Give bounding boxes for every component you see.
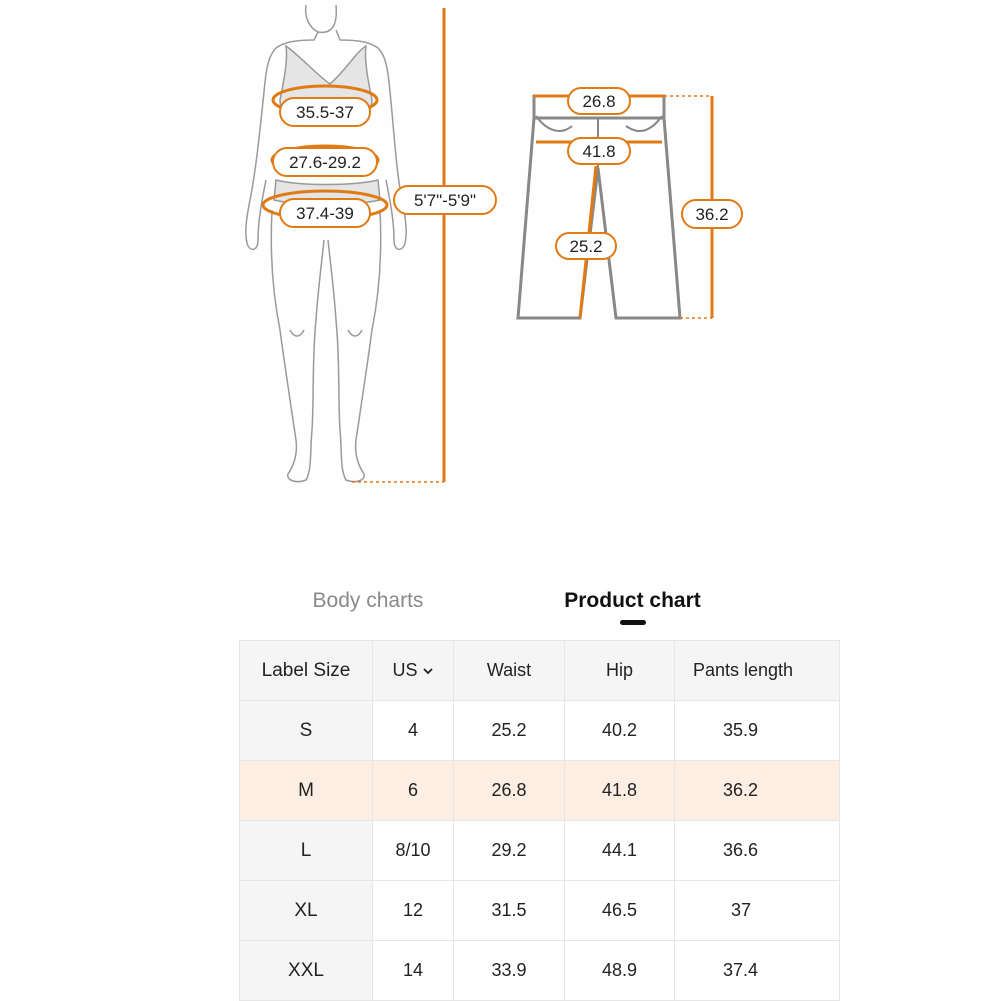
pants-length-measure bbox=[664, 96, 742, 318]
waist-measure bbox=[272, 146, 378, 176]
height-value: 5'7"-5'9" bbox=[413, 191, 477, 210]
cell-label-size: L bbox=[240, 821, 373, 881]
header-us-label: US bbox=[392, 660, 418, 680]
measurement-diagram bbox=[222, 0, 780, 560]
header-hip: Hip bbox=[565, 641, 675, 701]
table-row-highlighted bbox=[240, 761, 840, 821]
size-diagram-panel bbox=[222, 0, 780, 560]
tab-body-charts[interactable]: Body charts bbox=[312, 589, 424, 612]
active-tab-indicator bbox=[620, 620, 646, 625]
cell-waist: 25.2 bbox=[454, 701, 565, 761]
cell-pants-length: 36.2 bbox=[675, 761, 840, 821]
pants-inseam-value: 25.2 bbox=[569, 237, 603, 256]
bust-value: 35.5-37 bbox=[296, 103, 354, 122]
cell-pants-length: 37 bbox=[675, 881, 840, 941]
header-pants-length: Pants length bbox=[675, 641, 840, 701]
cell-waist: 29.2 bbox=[454, 821, 565, 881]
pants-inseam-measure bbox=[556, 166, 616, 318]
pants-hip-value: 41.8 bbox=[582, 142, 616, 161]
pants-length-value: 36.2 bbox=[695, 205, 729, 224]
cell-hip: 40.2 bbox=[565, 701, 675, 761]
cell-hip: 46.5 bbox=[565, 881, 675, 941]
table-row bbox=[240, 821, 840, 881]
cell-us: 14 bbox=[373, 941, 454, 1001]
size-table bbox=[239, 640, 840, 1001]
cell-waist: 31.5 bbox=[454, 881, 565, 941]
pants-hip-measure bbox=[536, 138, 662, 164]
table-header-row bbox=[240, 641, 840, 701]
cell-label-size: XXL bbox=[240, 941, 373, 1001]
header-us[interactable] bbox=[373, 641, 454, 701]
cell-us: 6 bbox=[373, 761, 454, 821]
cell-us: 4 bbox=[373, 701, 454, 761]
cell-pants-length: 36.6 bbox=[675, 821, 840, 881]
cell-us: 12 bbox=[373, 881, 454, 941]
size-table-container[interactable] bbox=[239, 640, 794, 1000]
pants-waist-value: 26.8 bbox=[582, 92, 616, 111]
us-unit-dropdown[interactable] bbox=[392, 660, 433, 681]
header-waist: Waist bbox=[454, 641, 565, 701]
cell-pants-length: 35.9 bbox=[675, 701, 840, 761]
height-measure bbox=[352, 8, 496, 482]
cell-label-size: M bbox=[240, 761, 373, 821]
cell-waist: 26.8 bbox=[454, 761, 565, 821]
cell-hip: 44.1 bbox=[565, 821, 675, 881]
table-row bbox=[240, 701, 840, 761]
hip-value: 37.4-39 bbox=[296, 204, 354, 223]
cell-hip: 41.8 bbox=[565, 761, 675, 821]
table-row bbox=[240, 881, 840, 941]
cell-label-size: XL bbox=[240, 881, 373, 941]
cell-hip: 48.9 bbox=[565, 941, 675, 1001]
chevron-down-icon bbox=[422, 665, 434, 677]
pants-figure bbox=[518, 96, 680, 318]
tab-product-chart[interactable]: Product chart bbox=[564, 589, 701, 612]
cell-waist: 33.9 bbox=[454, 941, 565, 1001]
table-row bbox=[240, 941, 840, 1001]
waist-value: 27.6-29.2 bbox=[289, 153, 361, 172]
cell-us: 8/10 bbox=[373, 821, 454, 881]
header-label-size: Label Size bbox=[240, 641, 373, 701]
cell-pants-length: 37.4 bbox=[675, 941, 840, 1001]
body-figure bbox=[246, 5, 406, 482]
cell-label-size: S bbox=[240, 701, 373, 761]
